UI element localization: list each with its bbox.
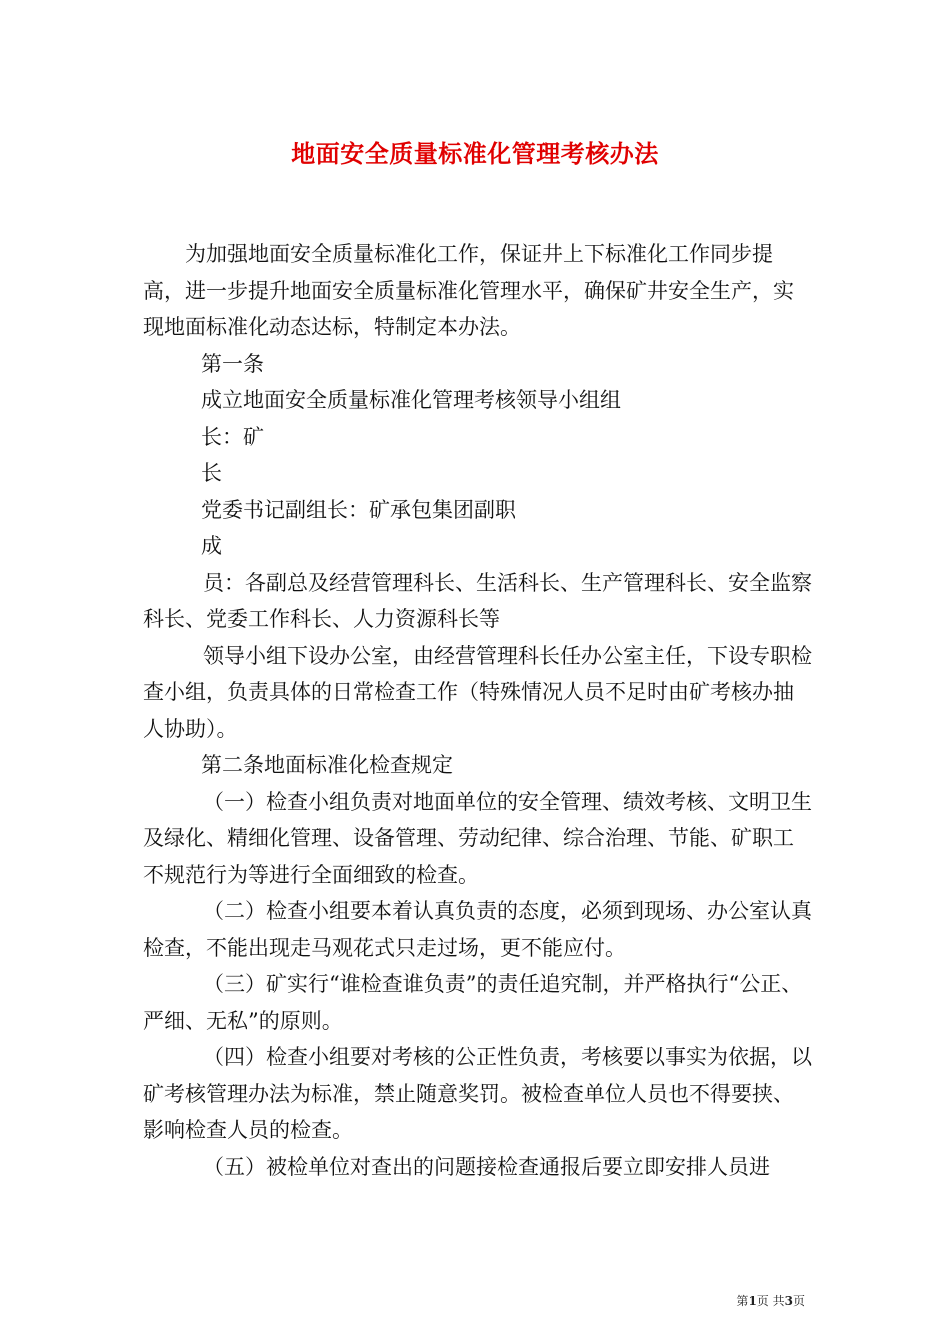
rule-3-paragraph: （三）矿实行“谁检查谁负责”的责任追究制，并严格执行“公正、严细、无私”的原则。 — [143, 972, 803, 1033]
deputy-leader-line: 党委书记副组长：矿承包集团副职 — [201, 497, 516, 522]
footer-total-pages: 3 — [784, 1294, 793, 1308]
members-label-line: 成 — [201, 534, 222, 558]
document-body — [143, 236, 813, 1185]
rule-1-paragraph: （一）检查小组负责对地面单位的安全管理、绩效考核、文明卫生及绿化、精细化管理、设备管理、劳动纪律、综合治理、节能、矿职工不规范行为等进行全面细致的检查。 — [143, 789, 812, 887]
footer-prefix: 第 — [736, 1294, 749, 1308]
members-paragraph: 员：各副总及经营管理科长、生活科长、生产管理科长、安全监察科长、党委工作科长、人力资源科长等 — [143, 570, 812, 631]
leadership-group-line: 成立地面安全质量标准化管理考核领导小组组 — [201, 388, 621, 412]
rule-2-paragraph: （二）检查小组要本着认真负责的态度，必须到现场、办公室认真检查，不能出现走马观花式只走过场，更不能应付。 — [143, 899, 812, 960]
footer-middle: 页 共 — [756, 1294, 785, 1308]
footer-page-number: 1 — [748, 1294, 757, 1308]
footer-suffix: 页 — [792, 1294, 805, 1308]
document-title: 地面安全质量标准化管理考核办法 — [291, 139, 659, 168]
article-two-heading: 第二条地面标准化检查规定 — [201, 753, 453, 777]
article-one-heading: 第一条 — [201, 351, 264, 376]
rule-5-paragraph: （五）被检单位对查出的问题接检查通报后要立即安排人员进 — [203, 1154, 770, 1179]
group-leader-line: 长：矿 — [201, 424, 264, 449]
group-leader-line-cont: 长 — [201, 461, 222, 485]
intro-paragraph: 为加强地面安全质量标准化工作，保证井上下标准化工作同步提高，进一步提升地面安全质量标准化管理水平，确保矿井安全生产，实现地面标准化动态达标，特制定本办法。 — [143, 242, 794, 339]
rule-4-paragraph: （四）检查小组要对考核的公正性负责，考核要以事实为依据，以矿考核管理办法为标准，禁止随意奖罚。被检查单位人员也不得要挟、影响检查人员的检查。 — [143, 1045, 812, 1142]
office-paragraph: 领导小组下设办公室，由经营管理科长任办公室主任，下设专职检查小组，负责具体的日常检查工作（特殊情况人员不足时由矿考核办抽人协助）。 — [143, 643, 812, 741]
page-footer — [736, 1292, 805, 1309]
